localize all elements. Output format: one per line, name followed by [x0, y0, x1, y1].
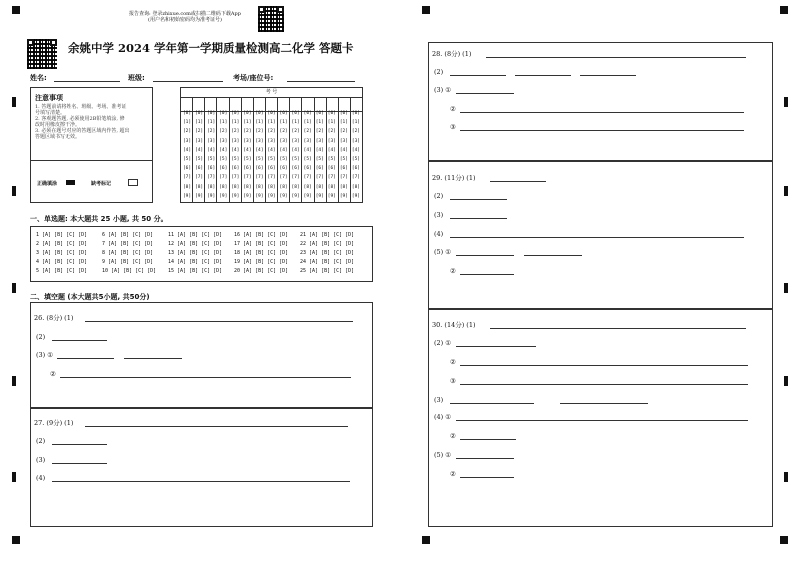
mc-question-8[interactable]: 8 [A] [B] [C] [D] — [102, 250, 154, 256]
digit-bubble[interactable]: [3] — [315, 138, 324, 144]
corner-mark — [422, 536, 430, 544]
exam-number-grid — [180, 87, 363, 203]
digit-bubble[interactable]: [9] — [291, 193, 300, 199]
q30-part2c: ③ — [450, 377, 456, 385]
digit-bubble[interactable]: [7] — [351, 175, 361, 181]
corner-mark — [422, 6, 430, 14]
digit-bubble[interactable]: [7] — [315, 175, 324, 181]
q30-answer-line[interactable] — [450, 403, 534, 404]
digit-bubble[interactable]: [0] — [339, 111, 348, 116]
side-mark — [12, 283, 16, 293]
digit-bubble[interactable]: [6] — [291, 166, 300, 172]
digit-bubble[interactable]: [9] — [303, 193, 312, 199]
q27-answer-line[interactable] — [85, 426, 348, 427]
digit-bubble[interactable]: [9] — [339, 193, 348, 199]
digit-bubble[interactable]: [6] — [231, 166, 240, 172]
q28-answer-line[interactable] — [486, 57, 746, 58]
digit-bubble[interactable]: [3] — [219, 138, 228, 144]
student-qr-code — [27, 39, 57, 69]
class-field[interactable] — [153, 81, 223, 82]
mc-question-25[interactable]: 25 [A] [B] [C] [D] — [300, 268, 355, 274]
digit-bubble[interactable]: [5] — [315, 156, 324, 162]
digit-bubble[interactable]: [0] — [207, 111, 216, 116]
digit-bubble[interactable]: [0] — [315, 111, 324, 116]
digit-bubble[interactable]: [1] — [303, 120, 312, 126]
mc-question-21[interactable]: 21 [A] [B] [C] [D] — [300, 232, 355, 238]
q27-part2: (2) — [36, 437, 46, 445]
digit-bubble[interactable]: [0] — [219, 111, 228, 116]
mc-question-18[interactable]: 18 [A] [B] [C] [D] — [234, 250, 289, 256]
digit-bubble[interactable]: [4] — [351, 147, 361, 153]
digit-bubble[interactable]: [4] — [303, 147, 312, 153]
q27-head: 27. (9分) (1) — [34, 419, 74, 427]
digit-bubble[interactable]: [6] — [219, 166, 228, 172]
notice-text — [35, 104, 151, 140]
corner-mark — [12, 536, 20, 544]
side-mark — [784, 472, 788, 482]
digit-bubble[interactable]: [7] — [339, 175, 348, 181]
digit-bubble[interactable]: [1] — [243, 120, 252, 126]
mc-question-14[interactable]: 14 [A] [B] [C] [D] — [168, 259, 223, 265]
digit-bubble[interactable]: [1] — [315, 120, 324, 126]
corner-mark — [780, 536, 788, 544]
name-label: 姓名: — [30, 74, 47, 82]
exam-number-header: 考 号 — [181, 88, 362, 98]
q29-answer-line[interactable] — [490, 181, 546, 182]
notice-box — [30, 87, 153, 203]
q28-answer-line[interactable] — [580, 75, 636, 76]
digit-bubble[interactable]: [4] — [243, 147, 252, 153]
report-notice-line1: 报告查询: 登录zhixue.com或扫描二维码下载App — [129, 11, 241, 17]
digit-bubble[interactable]: [1] — [339, 120, 348, 126]
digit-bubble[interactable]: [6] — [267, 166, 276, 172]
mc-answer-grid — [36, 232, 366, 277]
digit-bubble[interactable]: [2] — [315, 129, 324, 135]
notice-line: 3. 必须在题号对应的答题区域内作答, 超出 — [35, 128, 130, 134]
digit-bubble[interactable]: [6] — [315, 166, 324, 172]
digit-bubble[interactable]: [8] — [267, 184, 276, 190]
digit-bubble[interactable]: [8] — [182, 184, 192, 190]
q29-answer-line[interactable] — [450, 237, 744, 238]
q29-part4: (4) — [434, 230, 444, 238]
q29-answer-line[interactable] — [450, 199, 507, 200]
digit-bubble[interactable]: [4] — [195, 147, 204, 153]
mc-question-9[interactable]: 9 [A] [B] [C] [D] — [102, 259, 154, 265]
side-mark — [12, 376, 16, 386]
digit-bubble[interactable]: [5] — [195, 156, 204, 162]
digit-bubble[interactable]: [9] — [267, 193, 276, 199]
digit-bubble[interactable]: [6] — [339, 166, 348, 172]
q28-part3b: ② — [450, 105, 456, 113]
digit-bubble[interactable]: [4] — [231, 147, 240, 153]
class-label: 班级: — [128, 74, 145, 82]
digit-bubble[interactable]: [2] — [303, 129, 312, 135]
digit-bubble[interactable]: [0] — [279, 111, 288, 116]
q27-part3: (3) — [36, 456, 46, 464]
mc-question-17[interactable]: 17 [A] [B] [C] [D] — [234, 241, 289, 247]
mc-question-11[interactable]: 11 [A] [B] [C] [D] — [168, 232, 223, 238]
q27-answer-line[interactable] — [52, 481, 350, 482]
exam-number-bubbles[interactable] — [181, 111, 362, 202]
notice-line: 1. 答题前请将姓名、班级、考场、准考证 — [35, 104, 127, 110]
digit-bubble[interactable]: [3] — [267, 138, 276, 144]
q27-part4: (4) — [36, 474, 46, 482]
digit-bubble[interactable]: [8] — [291, 184, 300, 190]
digit-bubble[interactable]: [3] — [351, 138, 361, 144]
name-field[interactable] — [54, 81, 120, 82]
digit-bubble[interactable]: [9] — [182, 193, 192, 199]
digit-bubble[interactable]: [7] — [267, 175, 276, 181]
digit-bubble[interactable]: [2] — [291, 129, 300, 135]
q30-answer-line[interactable] — [456, 346, 536, 347]
digit-bubble[interactable]: [1] — [351, 120, 361, 126]
digit-bubble[interactable]: [9] — [195, 193, 204, 199]
digit-bubble[interactable]: [1] — [327, 120, 336, 126]
digit-bubble[interactable]: [3] — [303, 138, 312, 144]
digit-bubble[interactable]: [8] — [351, 184, 361, 190]
digit-bubble[interactable]: [4] — [219, 147, 228, 153]
digit-bubble[interactable]: [7] — [231, 175, 240, 181]
notice-divider — [31, 160, 152, 161]
digit-bubble[interactable]: [3] — [327, 138, 336, 144]
corner-mark — [12, 6, 20, 14]
digit-bubble[interactable]: [1] — [195, 120, 204, 126]
q29-part3: (3) — [434, 211, 444, 219]
digit-bubble[interactable]: [3] — [207, 138, 216, 144]
digit-bubble[interactable]: [2] — [267, 129, 276, 135]
digit-bubble[interactable]: [0] — [351, 111, 361, 116]
mc-question-24[interactable]: 24 [A] [B] [C] [D] — [300, 259, 355, 265]
q26-part2: (2) — [36, 333, 46, 341]
q30-part4: (4) ① — [434, 413, 452, 421]
q30-answer-line[interactable] — [456, 458, 514, 459]
q26-box — [30, 302, 373, 408]
q28-answer-line[interactable] — [515, 75, 571, 76]
digit-bubble[interactable]: [4] — [327, 147, 336, 153]
digit-bubble[interactable]: [8] — [207, 184, 216, 190]
absent-mark-label: 缺考标记 — [91, 181, 112, 187]
digit-bubble[interactable]: [9] — [207, 193, 216, 199]
digit-bubble[interactable]: [6] — [351, 166, 361, 172]
digit-bubble[interactable]: [7] — [219, 175, 228, 181]
digit-bubble[interactable]: [9] — [243, 193, 252, 199]
digit-bubble[interactable]: [7] — [291, 175, 300, 181]
q29-part2: (2) — [434, 192, 444, 200]
q26-answer-line[interactable] — [60, 377, 351, 378]
room-seat-field[interactable] — [287, 81, 355, 82]
correct-fill-sample — [66, 180, 75, 185]
digit-bubble[interactable]: [5] — [303, 156, 312, 162]
digit-bubble[interactable]: [4] — [279, 147, 288, 153]
notice-line: 改时用橡皮擦干净。 — [35, 122, 81, 128]
mc-question-5[interactable]: 5 [A] [B] [C] [D] — [36, 268, 88, 274]
mc-question-7[interactable]: 7 [A] [B] [C] [D] — [102, 241, 154, 247]
digit-bubble[interactable]: [5] — [243, 156, 252, 162]
digit-bubble[interactable]: [2] — [195, 129, 204, 135]
side-mark — [12, 472, 16, 482]
mc-question-1[interactable]: 1 [A] [B] [C] [D] — [36, 232, 88, 238]
mc-question-6[interactable]: 6 [A] [B] [C] [D] — [102, 232, 154, 238]
digit-bubble[interactable]: [5] — [219, 156, 228, 162]
q30-answer-line[interactable] — [460, 477, 514, 478]
digit-bubble[interactable]: [3] — [255, 138, 264, 144]
digit-bubble[interactable]: [7] — [255, 175, 264, 181]
q26-answer-line[interactable] — [52, 340, 107, 341]
q28-answer-line[interactable] — [456, 93, 514, 94]
digit-bubble[interactable]: [5] — [231, 156, 240, 162]
digit-bubble[interactable]: [6] — [207, 166, 216, 172]
q29-answer-line[interactable] — [460, 274, 514, 275]
digit-bubble[interactable]: [2] — [207, 129, 216, 135]
mc-question-4[interactable]: 4 [A] [B] [C] [D] — [36, 259, 88, 265]
mc-question-13[interactable]: 13 [A] [B] [C] [D] — [168, 250, 223, 256]
mc-question-20[interactable]: 20 [A] [B] [C] [D] — [234, 268, 289, 274]
digit-bubble[interactable]: [3] — [243, 138, 252, 144]
digit-bubble[interactable]: [2] — [327, 129, 336, 135]
digit-bubble[interactable]: [4] — [267, 147, 276, 153]
digit-bubble[interactable]: [0] — [243, 111, 252, 116]
digit-bubble[interactable]: [8] — [303, 184, 312, 190]
side-mark — [784, 186, 788, 196]
q30-answer-line[interactable] — [460, 384, 748, 385]
side-mark — [784, 283, 788, 293]
digit-bubble[interactable]: [1] — [279, 120, 288, 126]
notice-title: 注意事项 — [35, 93, 63, 102]
digit-bubble[interactable]: [4] — [182, 147, 192, 153]
q30-box — [428, 309, 773, 527]
digit-bubble[interactable]: [0] — [303, 111, 312, 116]
digit-bubble[interactable]: [8] — [243, 184, 252, 190]
digit-bubble[interactable]: [0] — [231, 111, 240, 116]
q28-answer-line[interactable] — [460, 112, 744, 113]
side-mark — [12, 186, 16, 196]
digit-bubble[interactable]: [3] — [231, 138, 240, 144]
digit-bubble[interactable]: [5] — [279, 156, 288, 162]
digit-bubble[interactable]: [4] — [339, 147, 348, 153]
digit-bubble[interactable]: [2] — [255, 129, 264, 135]
q29-box — [428, 161, 773, 309]
q30-answer-line[interactable] — [460, 365, 748, 366]
digit-bubble[interactable]: [9] — [231, 193, 240, 199]
q29-part5: (5) ① — [434, 248, 452, 256]
side-mark — [784, 376, 788, 386]
digit-bubble[interactable]: [2] — [279, 129, 288, 135]
digit-bubble[interactable]: [4] — [291, 147, 300, 153]
mc-question-3[interactable]: 3 [A] [B] [C] [D] — [36, 250, 88, 256]
mc-question-22[interactable]: 22 [A] [B] [C] [D] — [300, 241, 355, 247]
q27-answer-line[interactable] — [52, 463, 107, 464]
digit-bubble[interactable]: [9] — [327, 193, 336, 199]
digit-bubble[interactable]: [2] — [243, 129, 252, 135]
digit-bubble[interactable]: [5] — [267, 156, 276, 162]
correct-fill-label: 正确填涂 — [37, 181, 58, 187]
q29-head: 29. (11分) (1) — [432, 174, 476, 182]
digit-bubble[interactable]: [8] — [231, 184, 240, 190]
digit-bubble[interactable]: [0] — [267, 111, 276, 116]
side-mark — [784, 97, 788, 107]
mc-question-19[interactable]: 19 [A] [B] [C] [D] — [234, 259, 289, 265]
digit-bubble[interactable]: [8] — [315, 184, 324, 190]
q30-answer-line[interactable] — [456, 420, 748, 421]
q30-part2b: ② — [450, 358, 456, 366]
room-seat-label: 考场/座位号: — [233, 74, 274, 82]
digit-bubble[interactable]: [2] — [182, 129, 192, 135]
digit-bubble[interactable]: [3] — [182, 138, 192, 144]
digit-bubble[interactable]: [1] — [267, 120, 276, 126]
digit-bubble[interactable]: [9] — [315, 193, 324, 199]
corner-mark — [780, 6, 788, 14]
digit-bubble[interactable]: [5] — [351, 156, 361, 162]
digit-bubble[interactable]: [0] — [182, 111, 192, 116]
digit-bubble[interactable]: [8] — [339, 184, 348, 190]
digit-bubble[interactable]: [0] — [291, 111, 300, 116]
digit-bubble[interactable]: [5] — [207, 156, 216, 162]
q30-part4b: ② — [450, 432, 456, 440]
digit-bubble[interactable]: [5] — [291, 156, 300, 162]
q30-answer-line[interactable] — [460, 439, 516, 440]
digit-bubble[interactable]: [6] — [255, 166, 264, 172]
q28-part2: (2) — [434, 68, 444, 76]
q26-part3: (3) ① — [36, 351, 54, 359]
digit-bubble[interactable]: [7] — [207, 175, 216, 181]
digit-bubble[interactable]: [9] — [255, 193, 264, 199]
section1-title: 一、单选题: 本大题共 25 小题, 共 50 分。 — [30, 215, 168, 223]
mc-question-10[interactable]: 10 [A] [B] [C] [D] — [102, 268, 157, 274]
digit-bubble[interactable]: [1] — [255, 120, 264, 126]
q30-head: 30. (14分) (1) — [432, 321, 476, 329]
digit-bubble[interactable]: [6] — [182, 166, 192, 172]
digit-bubble[interactable]: [7] — [195, 175, 204, 181]
q28-part3: (3) ① — [434, 86, 452, 94]
digit-bubble[interactable]: [3] — [291, 138, 300, 144]
digit-bubble[interactable]: [1] — [207, 120, 216, 126]
digit-bubble[interactable]: [7] — [182, 175, 192, 181]
page-title: 余姚中学 2024 学年第一学期质量检测高二化学 答题卡 — [68, 41, 354, 55]
q28-box — [428, 42, 773, 161]
digit-bubble[interactable]: [6] — [327, 166, 336, 172]
digit-bubble[interactable]: [8] — [327, 184, 336, 190]
q29-part5b: ② — [450, 267, 456, 275]
digit-bubble[interactable]: [8] — [255, 184, 264, 190]
app-qr-code[interactable] — [258, 6, 284, 32]
digit-bubble[interactable]: [5] — [339, 156, 348, 162]
digit-bubble[interactable]: [3] — [279, 138, 288, 144]
notice-line: 号填写清楚。 — [35, 110, 66, 116]
q26-answer-line[interactable] — [85, 321, 353, 322]
section2-title: 二、填空题 (本大题共5小题, 共50分) — [30, 293, 150, 301]
digit-bubble[interactable]: [6] — [195, 166, 204, 172]
notice-line: 2. 客观题答题, 必须使用2B铅笔填涂, 修 — [35, 116, 125, 122]
q29-answer-line[interactable] — [456, 255, 514, 256]
q26-part3b: ② — [50, 370, 56, 378]
digit-bubble[interactable]: [1] — [182, 120, 192, 126]
mc-question-23[interactable]: 23 [A] [B] [C] [D] — [300, 250, 355, 256]
mc-question-16[interactable]: 16 [A] [B] [C] [D] — [234, 232, 289, 238]
digit-bubble[interactable]: [6] — [303, 166, 312, 172]
q30-answer-line[interactable] — [560, 403, 648, 404]
digit-bubble[interactable]: [4] — [255, 147, 264, 153]
digit-bubble[interactable]: [1] — [231, 120, 240, 126]
q29-answer-line[interactable] — [450, 218, 507, 219]
mc-question-12[interactable]: 12 [A] [B] [C] [D] — [168, 241, 223, 247]
q27-answer-line[interactable] — [52, 444, 107, 445]
digit-bubble[interactable]: [8] — [195, 184, 204, 190]
side-mark — [12, 97, 16, 107]
q28-answer-line[interactable] — [450, 75, 506, 76]
digit-bubble[interactable]: [3] — [339, 138, 348, 144]
digit-bubble[interactable]: [3] — [195, 138, 204, 144]
digit-bubble[interactable]: [4] — [315, 147, 324, 153]
digit-bubble[interactable]: [2] — [339, 129, 348, 135]
q26-head: 26. (8分) (1) — [34, 314, 74, 322]
digit-bubble[interactable]: [0] — [195, 111, 204, 116]
digit-bubble[interactable]: [8] — [279, 184, 288, 190]
digit-bubble[interactable]: [7] — [303, 175, 312, 181]
digit-bubble[interactable]: [9] — [351, 193, 361, 199]
digit-bubble[interactable]: [6] — [243, 166, 252, 172]
digit-bubble[interactable]: [1] — [291, 120, 300, 126]
mc-question-2[interactable]: 2 [A] [B] [C] [D] — [36, 241, 88, 247]
absent-mark-box[interactable] — [128, 179, 138, 186]
notice-line: 答题区域书写无效。 — [35, 134, 81, 140]
digit-bubble[interactable]: [8] — [219, 184, 228, 190]
q26-answer-line[interactable] — [57, 358, 114, 359]
report-notice — [115, 11, 255, 23]
report-notice-line2: (用户名和初始密码均为准考证号) — [148, 17, 222, 23]
q28-head: 28. (8分) (1) — [432, 50, 472, 58]
digit-bubble[interactable]: [0] — [327, 111, 336, 116]
q30-part3: (3) — [434, 396, 444, 404]
q30-answer-line[interactable] — [490, 328, 746, 329]
mc-question-15[interactable]: 15 [A] [B] [C] [D] — [168, 268, 223, 274]
digit-bubble[interactable]: [7] — [243, 175, 252, 181]
q28-part3c: ③ — [450, 123, 456, 131]
q29-answer-line[interactable] — [524, 255, 582, 256]
q30-part2: (2) ① — [434, 339, 452, 347]
digit-bubble[interactable]: [5] — [327, 156, 336, 162]
digit-bubble[interactable]: [6] — [279, 166, 288, 172]
q26-answer-line[interactable] — [124, 358, 182, 359]
digit-bubble[interactable]: [9] — [279, 193, 288, 199]
digit-bubble[interactable]: [5] — [255, 156, 264, 162]
digit-bubble[interactable]: [7] — [279, 175, 288, 181]
digit-bubble[interactable]: [2] — [219, 129, 228, 135]
digit-bubble[interactable]: [1] — [219, 120, 228, 126]
q28-answer-line[interactable] — [460, 130, 744, 131]
q30-part5: (5) ① — [434, 451, 452, 459]
digit-bubble[interactable]: [0] — [255, 111, 264, 116]
q30-part5b: ② — [450, 470, 456, 478]
digit-bubble[interactable]: [4] — [207, 147, 216, 153]
digit-bubble[interactable]: [2] — [231, 129, 240, 135]
digit-bubble[interactable]: [5] — [182, 156, 192, 162]
digit-bubble[interactable]: [9] — [219, 193, 228, 199]
digit-bubble[interactable]: [2] — [351, 129, 361, 135]
digit-bubble[interactable]: [7] — [327, 175, 336, 181]
